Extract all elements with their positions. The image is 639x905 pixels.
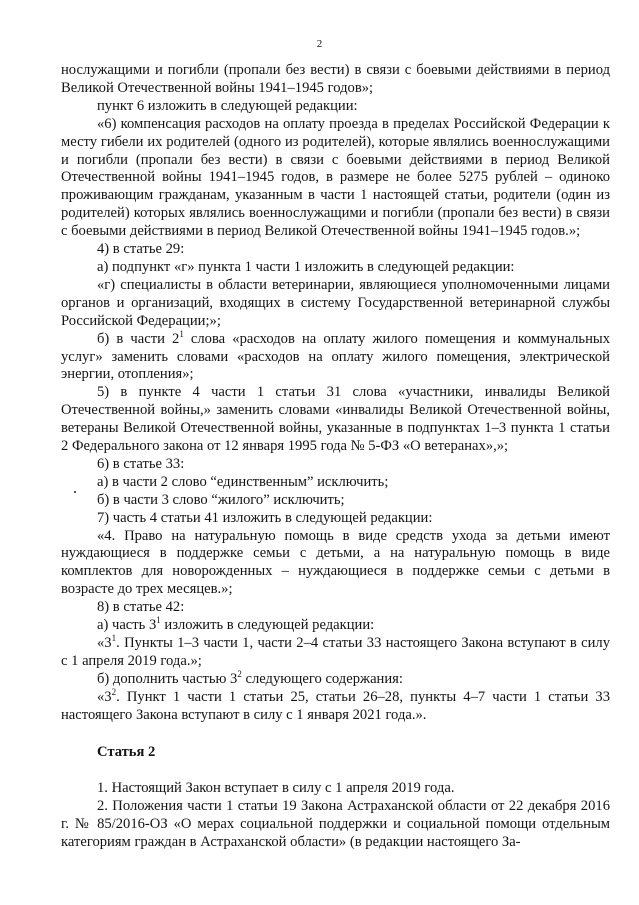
paragraph-p13 xyxy=(61,599,610,617)
paragraph-text: «г) специалисты в области ветеринарии, являющиеся уполномоченными лицами органов и организаций, входящих в систему Государственной ветеринарной службы Российской Федерации;»; xyxy=(61,276,610,329)
paragraph-text: . Пункт 1 части 1 статьи 25, статьи 26–28, пункты 4–7 части 1 статьи 33 настоящего Закона вступают в силу с 1 января 2021 года.». xyxy=(61,688,610,723)
paragraph-p16 xyxy=(61,668,610,689)
paragraph-p3 xyxy=(61,241,610,259)
paragraph-p0 xyxy=(61,62,610,98)
paragraph-text: пункт 6 изложить в следующей редакции: xyxy=(97,97,358,114)
paragraph-text: а) подпункт «г» пункта 1 части 1 изложить в следующей редакции: xyxy=(97,258,515,275)
paragraph-p2 xyxy=(61,116,610,241)
paragraph-p5 xyxy=(61,277,610,331)
paragraph-text: изложить в следующей редакции: xyxy=(160,617,375,634)
paragraph-p8 xyxy=(61,456,610,474)
paragraph-p4 xyxy=(61,259,610,277)
superscript: 2 xyxy=(111,686,117,697)
paragraph-p10 xyxy=(61,492,610,510)
article-heading: Статья 2 xyxy=(97,743,156,760)
paragraph-p19 xyxy=(61,798,610,852)
paragraph-p7 xyxy=(61,384,610,456)
paragraph-p6 xyxy=(61,328,610,385)
document-body xyxy=(61,62,610,852)
page-number: 2 xyxy=(316,38,323,50)
paragraph-text: слова «расходов на оплату жилого помещения и коммунальных услуг» заменить словами «расходов на оплату жилого помещения, электрической энергии, отопления»; xyxy=(61,330,610,383)
paragraph-p9 xyxy=(61,474,610,492)
paragraph-text: 5) в пункте 4 части 1 статьи 31 слова «участники, инвалиды Великой Отечественной войны,» заменить словами «инвалиды Великой Отечественной войны, ветераны Великой Отечественной войны, указанные в подпунктах 1–3 пункта 1 статьи 2 Федерального закона от 12 января 1995 года № 5-ФЗ «О ветеранах»,»; xyxy=(61,384,610,455)
paragraph-text: . Пункты 1–3 части 1, части 2–4 статьи 33 настоящего Закона вступают в силу с 1 апреля 2019 года.»; xyxy=(61,635,610,669)
paragraph-text: нослужащими и погибли (пропали без вести) в связи с боевыми действиями в период Великой Отечественной войны 1941–1945 годов»; xyxy=(61,62,610,96)
paragraph-p17 xyxy=(61,686,610,725)
paragraph-text: а) часть 3 xyxy=(97,617,157,634)
paragraph-text: а) в части 2 слово “единственным” исключить; xyxy=(97,473,389,490)
paragraph-text: 1. Настоящий Закон вступает в силу с 1 апреля 2019 года. xyxy=(97,780,455,797)
paragraph-text: 4) в статье 29: xyxy=(97,241,185,258)
superscript: 1 xyxy=(179,328,184,339)
paragraph-p1 xyxy=(61,98,610,116)
superscript: 2 xyxy=(237,668,242,679)
paragraph-p11 xyxy=(61,510,610,528)
superscript: 1 xyxy=(156,615,161,626)
paragraph-text: 7) часть 4 статьи 41 изложить в следующей редакции: xyxy=(97,509,433,526)
paragraph-text: б) в части 2 xyxy=(97,330,180,347)
paragraph-p18 xyxy=(61,780,610,798)
paragraph-text: «3 xyxy=(97,688,112,705)
paragraph-text: следующего содержания: xyxy=(241,670,403,687)
amendments-list xyxy=(61,62,610,725)
paragraph-p14 xyxy=(61,617,610,635)
article-2-body xyxy=(61,780,610,852)
paragraph-text: 8) в статье 42: xyxy=(97,599,185,616)
paragraph-text: «4. Право на натуральную помощь в виде средств ухода за детьми имеют нуждающиеся в поддержке семьи с детьми, а на натуральную помощь в виде комплектов для новорожденных – нуждающиеся в поддержке семьи с детьми в возрасте до трех месяцев.»; xyxy=(61,527,610,598)
paragraph-text: б) дополнить частью 3 xyxy=(97,670,238,687)
superscript: 1 xyxy=(111,633,117,644)
paragraph-p12 xyxy=(61,528,610,600)
paragraph-text: 2. Положения части 1 статьи 19 Закона Астраханской области от 22 декабря 2016 г. № 85/2016-ОЗ «О мерах социальной поддержки и социальной помощи отдельным категориям граждан в Астраханской области» (в редакции настоящего За- xyxy=(61,798,610,851)
paragraph-text: «3 xyxy=(97,635,112,651)
paragraph-p15 xyxy=(61,635,610,671)
paragraph-text: 6) в статье 33: xyxy=(97,455,185,472)
paragraph-text: б) в части 3 слово “жилого” исключить; xyxy=(97,491,345,508)
scan-speck xyxy=(74,491,76,493)
paragraph-text: «6) компенсация расходов на оплату проезда в пределах Российской Федерации к месту гибели их родителей (одного из родителей), которые являлись военнослужащими и погибли (пропали без вести) в связи с боевыми действиями в период Великой Отечественной войны 1941–1945 годов, в размере не более 5275 рублей – одиноко проживающим гражданам, указанным в части 1 настоящей статьи, родители (один из родителей) которых являлись военнослужащими и погибли (пропали без вести) в связи с боевыми действиями в период Великой Отечественной войны 1941–1945 годов.»; xyxy=(61,115,610,240)
